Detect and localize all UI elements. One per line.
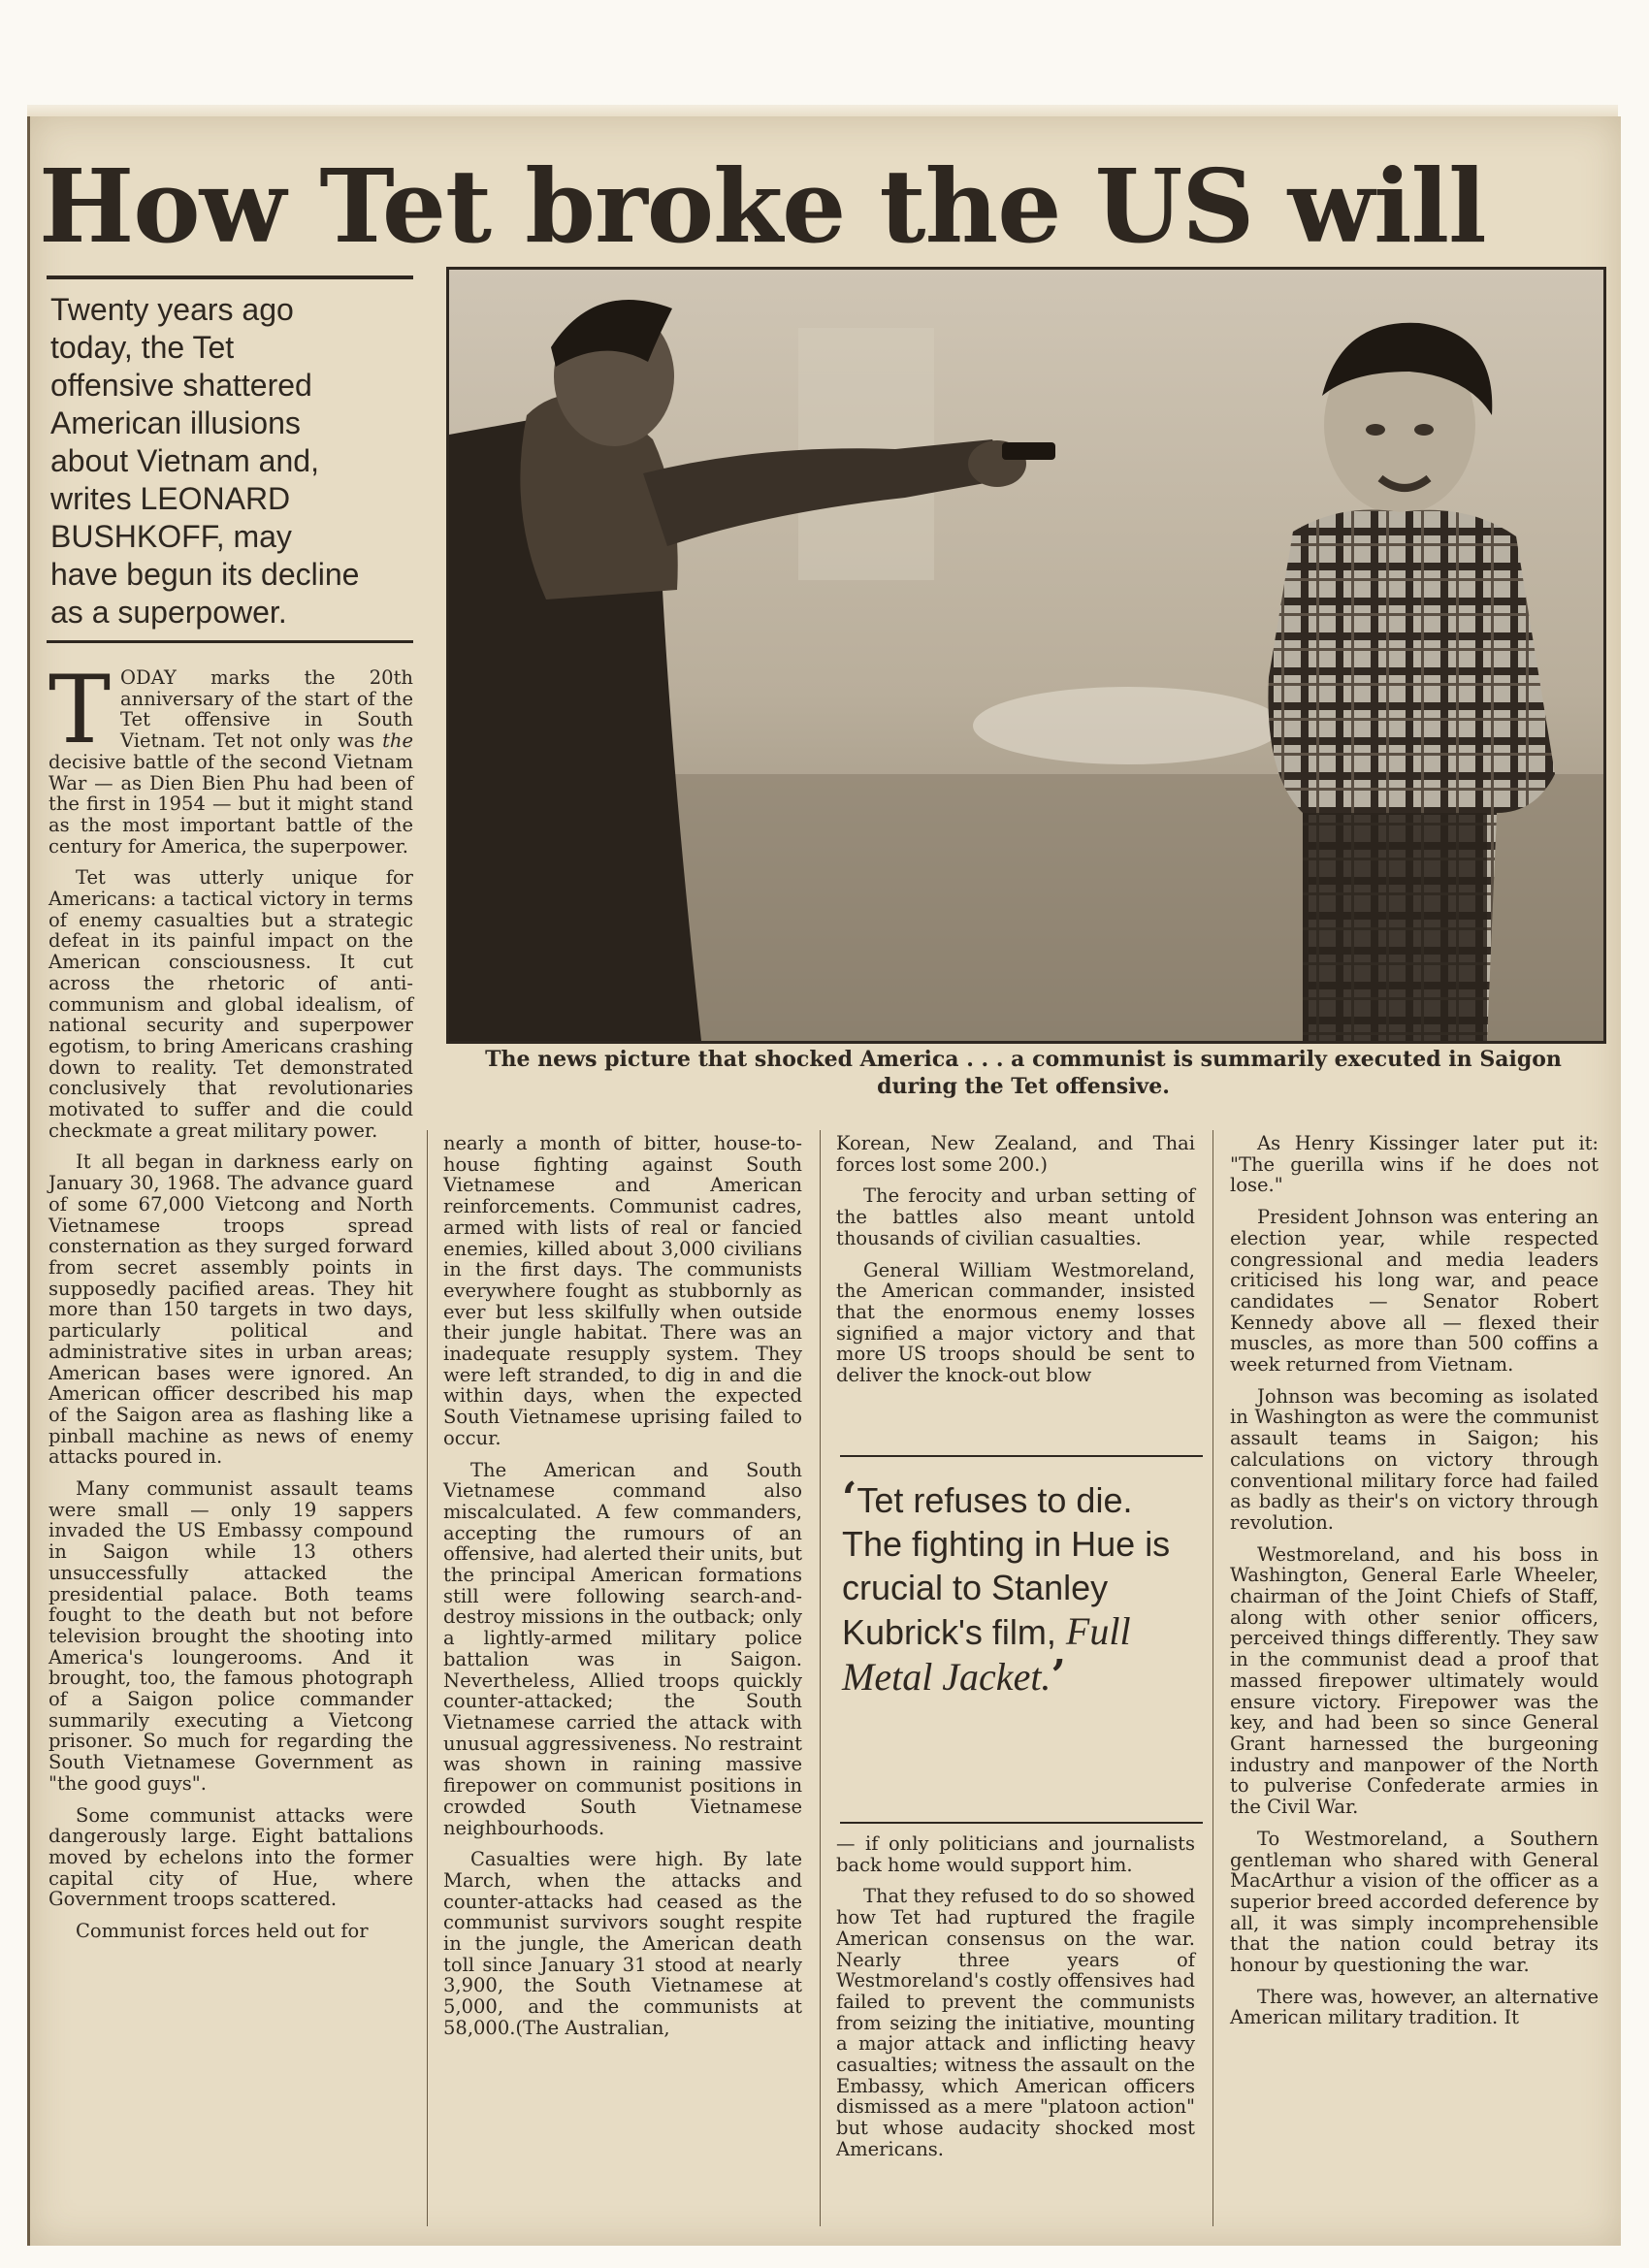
lead-text-end: decisive battle of the second Vietnam War — as Dien Bien Phu had been of the first in 1954 — but it might stand as the most important battle of the century for America, the superpower.	[48, 750, 413, 858]
headline: How Tet broke the US will	[39, 146, 1486, 266]
column-divider	[1212, 1130, 1213, 2226]
deck-line: today, the Tet	[50, 330, 235, 365]
body-paragraph: Korean, New Zealand, and Thai forces lost some 200.)	[836, 1132, 1195, 1176]
deck-line: writes LEONARD	[50, 481, 291, 516]
body-paragraph: General William Westmoreland, the American commander, insisted that the enormous enemy losses signified a major victory and that more US troops should be sent to deliver the knock-out blow	[836, 1258, 1195, 1387]
article-column-4	[1230, 1133, 1599, 2039]
body-paragraph: That they refused to do so showed how Tet had ruptured the fragile American consensus on the war. Nearly three years of Westmoreland's costly offensives had failed to prevent the communists from seizing the initiative, mounting a major attack and inflicting heavy casualties; witness the assault on the Embassy, which American officers dismissed as a mere "platoon action" but whose audacity shocked most Americans.	[836, 1885, 1195, 2160]
body-paragraph: Some communist attacks were dangerously large. Eight battalions moved by echelons into the former capital city of Hue, where Government troops scattered.	[48, 1803, 413, 1911]
article-column-3-bottom	[836, 1833, 1195, 2171]
body-paragraph: Westmoreland, and his boss in Washington, General Earle Wheeler, chairman of the Joint Chiefs of Staff, along with other senior officers, perceived things differently. They saw in the communist dead a proof that massed firepower ultimately would ensure victory. Firepower was the key, and had been so since General Grant harnessed the burgeoning industry and manpower of the North to pulverise Confederate armies in the Civil War.	[1230, 1542, 1599, 1819]
pull-quote	[842, 1476, 1201, 1700]
film-title: Full Metal Jacket.	[842, 1609, 1131, 1699]
column-divider	[820, 1130, 821, 2226]
body-paragraph: As Henry Kissinger later put it: "The guerilla wins if he does not lose."	[1230, 1132, 1599, 1197]
open-quote-mark: ‘	[842, 1474, 857, 1523]
pullquote-rule-bottom	[840, 1822, 1203, 1824]
body-paragraph: Johnson was becoming as isolated in Washington as were the communist assault teams in Saigon; his calculations on victory through conventional military force had failed as badly as their's on victory through revolution.	[1230, 1384, 1599, 1534]
news-photo	[446, 267, 1606, 1044]
lead-emphasis: the	[382, 729, 414, 753]
deck-line: American illusions	[50, 405, 301, 440]
deck-line: BUSHKOFF, may	[50, 519, 292, 554]
lead-text: ODAY marks the 20th anniversary of the start of the Tet offensive in South Vietnam. Tet not only was	[120, 666, 413, 753]
deck	[50, 291, 409, 632]
news-photo-execution-icon	[449, 270, 1603, 1041]
body-paragraph: Many communist assault teams were small — only 19 sappers invaded the US Embassy compound in Saigon while 13 others unsuccessfully attacked the presidential palace. Both teams fought to the death but not before television brought the shooting into America's loungerooms. And it brought, too, the famous photograph of a Saigon police commander summarily executing a Vietcong prisoner. So much for regarding the South Vietnamese Government as "the good guys".	[48, 1477, 413, 1795]
body-paragraph: nearly a month of bitter, house-to-house fighting against South Vietnamese and American reinforcements. Communist cadres, armed with lists of real or fancied enemies, killed about 3,000 civilians in the first days. The communists everywhere fought as stubbornly as ever but less skilfully when outside their jungle habitat. There was an inadequate resupply system. They were left stranded, to dig in and die within days, when the expected South Vietnamese uprising failed to occur.	[443, 1132, 802, 1449]
article-column-2	[443, 1133, 802, 2050]
body-paragraph: There was, however, an alternative American military tradition. It	[1230, 1985, 1599, 2029]
close-quote-mark: ’	[1051, 1651, 1066, 1701]
body-paragraph: President Johnson was entering an election year, while respected congressional and media leaders criticised his long war, and peace candidates — Senator Robert Kennedy above all — flexed their muscles, as more than 500 coffins a week returned from Vietnam.	[1230, 1206, 1599, 1377]
body-paragraph: The ferocity and urban setting of the battles also meant untold thousands of civilian casualties.	[836, 1184, 1195, 1249]
drop-cap: T	[48, 656, 112, 764]
deck-line: as a superpower.	[50, 595, 287, 630]
body-paragraph: It all began in darkness early on January 30, 1968. The advance guard of some 67,000 Vietcong and North Vietnamese troops spread consternation as they surged forward from secret assembly points in supposedly pacified areas. They hit more than 150 targets in two days, particularly political and administrative sites in urban areas; American bases were ignored. An American officer described his map of the Saigon area as flashing like a pinball machine as news of enemy attacks poured in.	[48, 1150, 413, 1469]
body-paragraph: Communist forces held out for	[76, 1920, 369, 1943]
body-paragraph: The American and South Vietnamese command also miscalculated. A few commanders, accepting the rumours of an offensive, had alerted their units, but the principal American formations still were following search-and-destroy missions in the outback; only a lightly-armed military police battalion was in Saigon. Nevertheless, Allied troops quickly counter-attacked; the South Vietnamese carried the attack with unusual aggressiveness. No restraint was shown in raining massive firepower on communist positions in crowded South Vietnamese neighbourhoods.	[443, 1458, 802, 1839]
headline-rule	[47, 275, 413, 279]
body-paragraph: — if only politicians and journalists back home would support him.	[836, 1832, 1195, 1876]
body-paragraph: Tet was utterly unique for Americans: a tactical victory in terms of enemy casualties but a strategic defeat in its painful impact on the American consciousness. It cut across the rhetoric of anti-communism and global idealism, of national security and superpower egotism, to bring Americans crashing down to reality. Tet demonstrated conclusively that revolutionaries motivated to suffer and die could checkmate a great military power.	[48, 866, 413, 1142]
caption-line: The news picture that shocked America . . . a communist is summarily executed in Saigon	[485, 1047, 1562, 1072]
pull-quote-text: Tet refuses to die. The fighting in Hue is crucial to Stanley Kubrick's film,	[842, 1480, 1171, 1652]
body-paragraph: To Westmoreland, a Southern gentleman who shared with General MacArthur a vision of the officer as a superior breed accorded deference by all, it was simply incomprehensible that the nation could betray its honour by questioning the war.	[1230, 1827, 1599, 1977]
lead-paragraph	[48, 656, 414, 858]
deck-line: about Vietnam and,	[50, 443, 319, 478]
deck-line: have begun its decline	[50, 557, 360, 592]
photo-caption	[446, 1046, 1600, 1100]
pullquote-rule-top	[840, 1455, 1203, 1457]
article-column-1	[48, 656, 414, 1953]
deck-rule	[47, 640, 413, 643]
deck-line: Twenty years ago	[50, 292, 294, 327]
column-divider	[427, 1130, 428, 2226]
article-column-3-top	[836, 1133, 1195, 1397]
caption-line: during the Tet offensive.	[877, 1074, 1170, 1099]
deck-line: offensive shattered	[50, 368, 312, 403]
body-paragraph: Casualties were high. By late March, when the attacks and counter-attacks had ceased as the communist survivors sought respite in the jungle, the American death toll since January 31 stood at nearly 3,900, the South Vietnamese at 5,000, and the communists at 58,000.(The Australian,	[443, 1848, 802, 2039]
